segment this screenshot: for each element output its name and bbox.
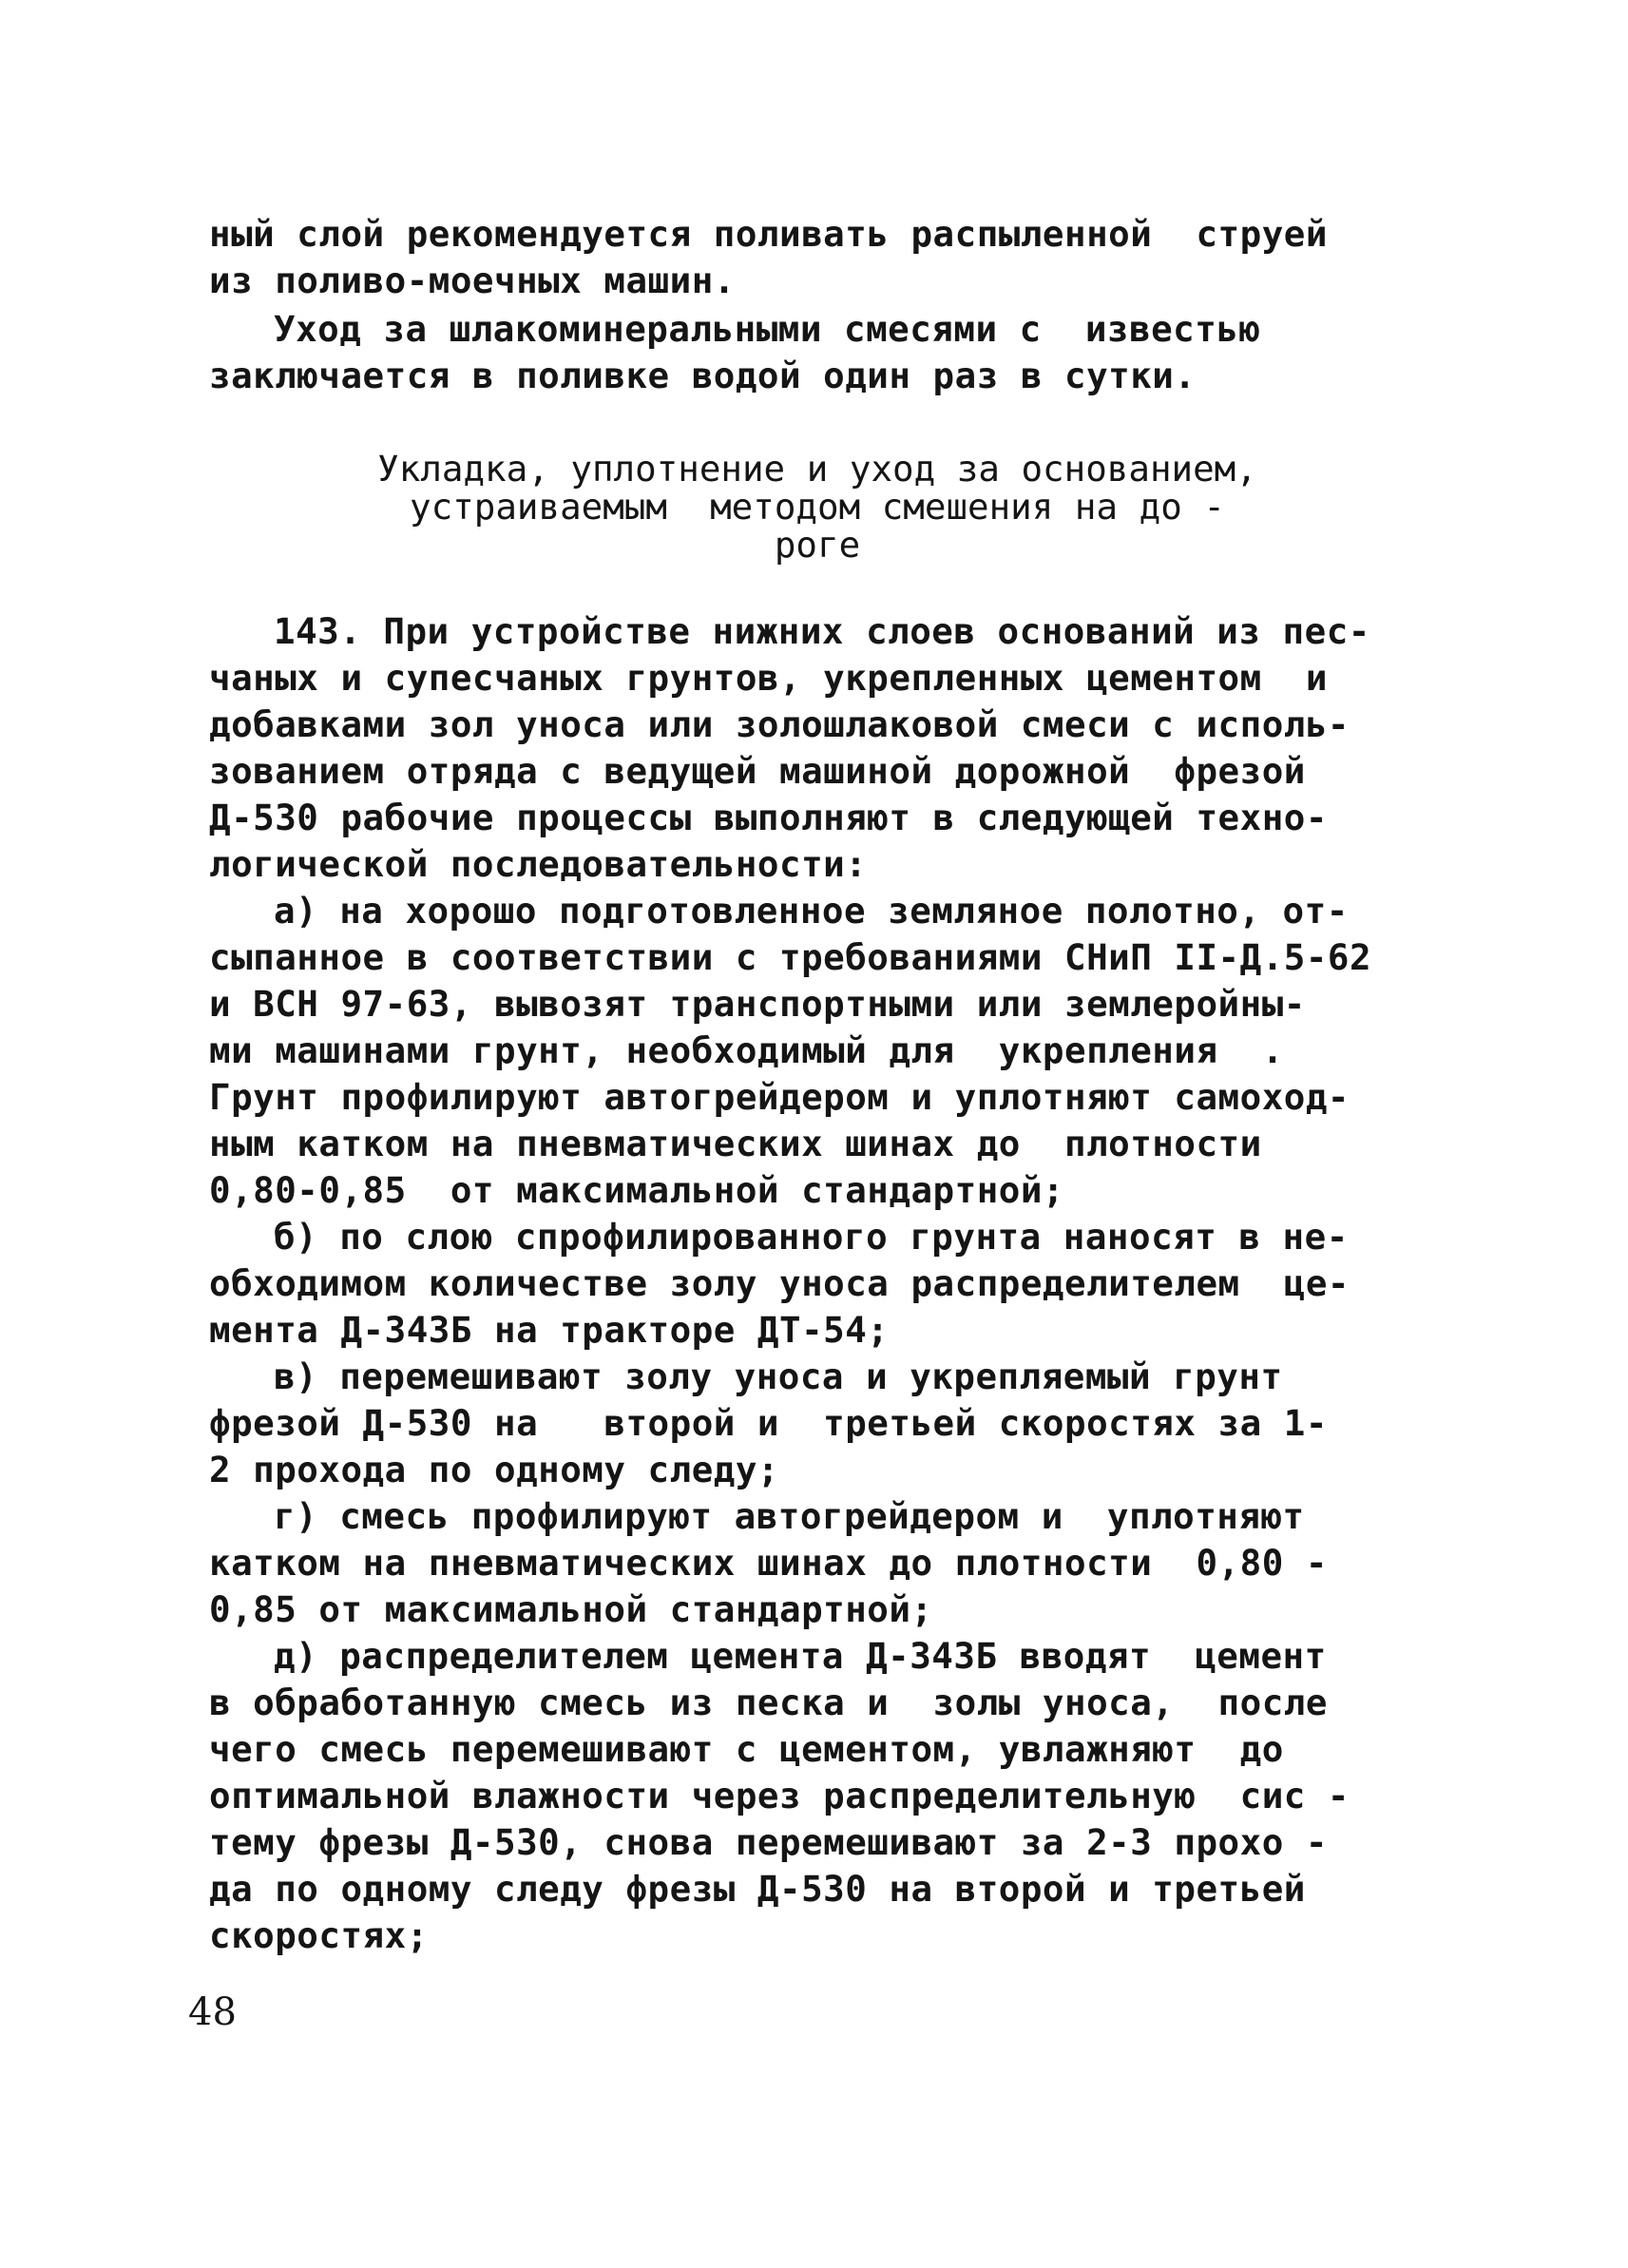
- heading-line: Укладка, уплотнение и уход за основанием,: [377, 448, 1257, 490]
- care-paragraph: [209, 306, 1426, 399]
- text-line: чаных и супесчаных грунтов, укрепленных цементом и: [209, 657, 1328, 699]
- text-line: скоростях;: [209, 1914, 429, 1956]
- heading-line: устраиваемым методом смешения на до -: [410, 486, 1225, 528]
- main-text: [209, 608, 1426, 1959]
- text-line: 2 прохода по одному следу;: [209, 1449, 779, 1490]
- top-paragraph: [209, 211, 1426, 304]
- text-line: чего смесь перемешивают с цементом, увлажняют до: [209, 1728, 1284, 1770]
- text-line: 143. При устройстве нижних слоев оснований из пес-: [274, 610, 1370, 652]
- text-line: в обработанную смесь из песка и золы уноса, после: [209, 1682, 1328, 1723]
- text-line: ный слой рекомендуется поливать распыленной струей: [209, 213, 1328, 255]
- page-number: 48: [188, 1990, 237, 2034]
- paragraph-143: [209, 608, 1426, 888]
- text-line: 0,85 от максимальной стандартной;: [209, 1588, 933, 1630]
- text-line: обходимом количестве золу уноса распределителем це-: [209, 1262, 1350, 1304]
- text-line: Д-530 рабочие процессы выполняют в следующей техно-: [209, 797, 1328, 838]
- text-line: катком на пневматических шинах до плотности 0,80 -: [209, 1542, 1328, 1584]
- section-heading: [209, 450, 1426, 564]
- text-line: зованием отряда с ведущей машиной дорожной фрезой: [209, 750, 1306, 792]
- text-line: г) смесь профилируют автогрейдером и уплотняют: [274, 1495, 1305, 1537]
- text-line: добавками зол уноса или золошлаковой смеси с исполь-: [209, 703, 1350, 745]
- text-line: да по одному следу фрезы Д-530 на второй и третьей: [209, 1868, 1306, 1910]
- text-line: б) по слою спрофилированного грунта наносят в не-: [274, 1216, 1349, 1258]
- text-line: Грунт профилируют автогрейдером и уплотняют самоход-: [209, 1076, 1350, 1118]
- text-line: тему фрезы Д-530, снова перемешивают за 2-3 прохо -: [209, 1821, 1328, 1863]
- list-item-b: [209, 1214, 1426, 1354]
- text-line: 0,80-0,85 от максимальной стандартной;: [209, 1169, 1064, 1211]
- text-line: фрезой Д-530 на второй и третьей скоростях за 1-: [209, 1402, 1328, 1444]
- text-line: ми машинами грунт, необходимый для укрепления .: [209, 1029, 1284, 1071]
- text-line: логической последовательности:: [209, 843, 868, 885]
- text-line: Уход за шлакоминеральными смесями с известью: [274, 308, 1261, 350]
- text-line: оптимальной влажности через распределительную сис -: [209, 1775, 1350, 1816]
- list-item-v: [209, 1354, 1426, 1493]
- list-item-g: [209, 1493, 1426, 1633]
- text-line: д) распределителем цемента Д-343Б вводят цемент: [274, 1635, 1327, 1677]
- text-line: заключается в поливке водой один раз в сутки.: [209, 355, 1197, 396]
- list-item-d: [209, 1633, 1426, 1959]
- text-line: из поливо-моечных машин.: [209, 259, 736, 301]
- text-line: и ВСН 97-63, вывозят транспортными или землеройны-: [209, 983, 1306, 1025]
- text-line: в) перемешивают золу уноса и укрепляемый грунт: [274, 1355, 1283, 1397]
- text-line: мента Д-343Б на тракторе ДТ-54;: [209, 1309, 890, 1351]
- heading-line: роге: [774, 524, 861, 566]
- list-item-a: [209, 888, 1426, 1214]
- text-line: ным катком на пневматических шинах до плотности: [209, 1123, 1262, 1164]
- text-line: сыпанное в соответствии с требованиями СНиП II-Д.5-62: [209, 936, 1372, 978]
- text-line: а) на хорошо подготовленное земляное полотно, от-: [274, 890, 1349, 932]
